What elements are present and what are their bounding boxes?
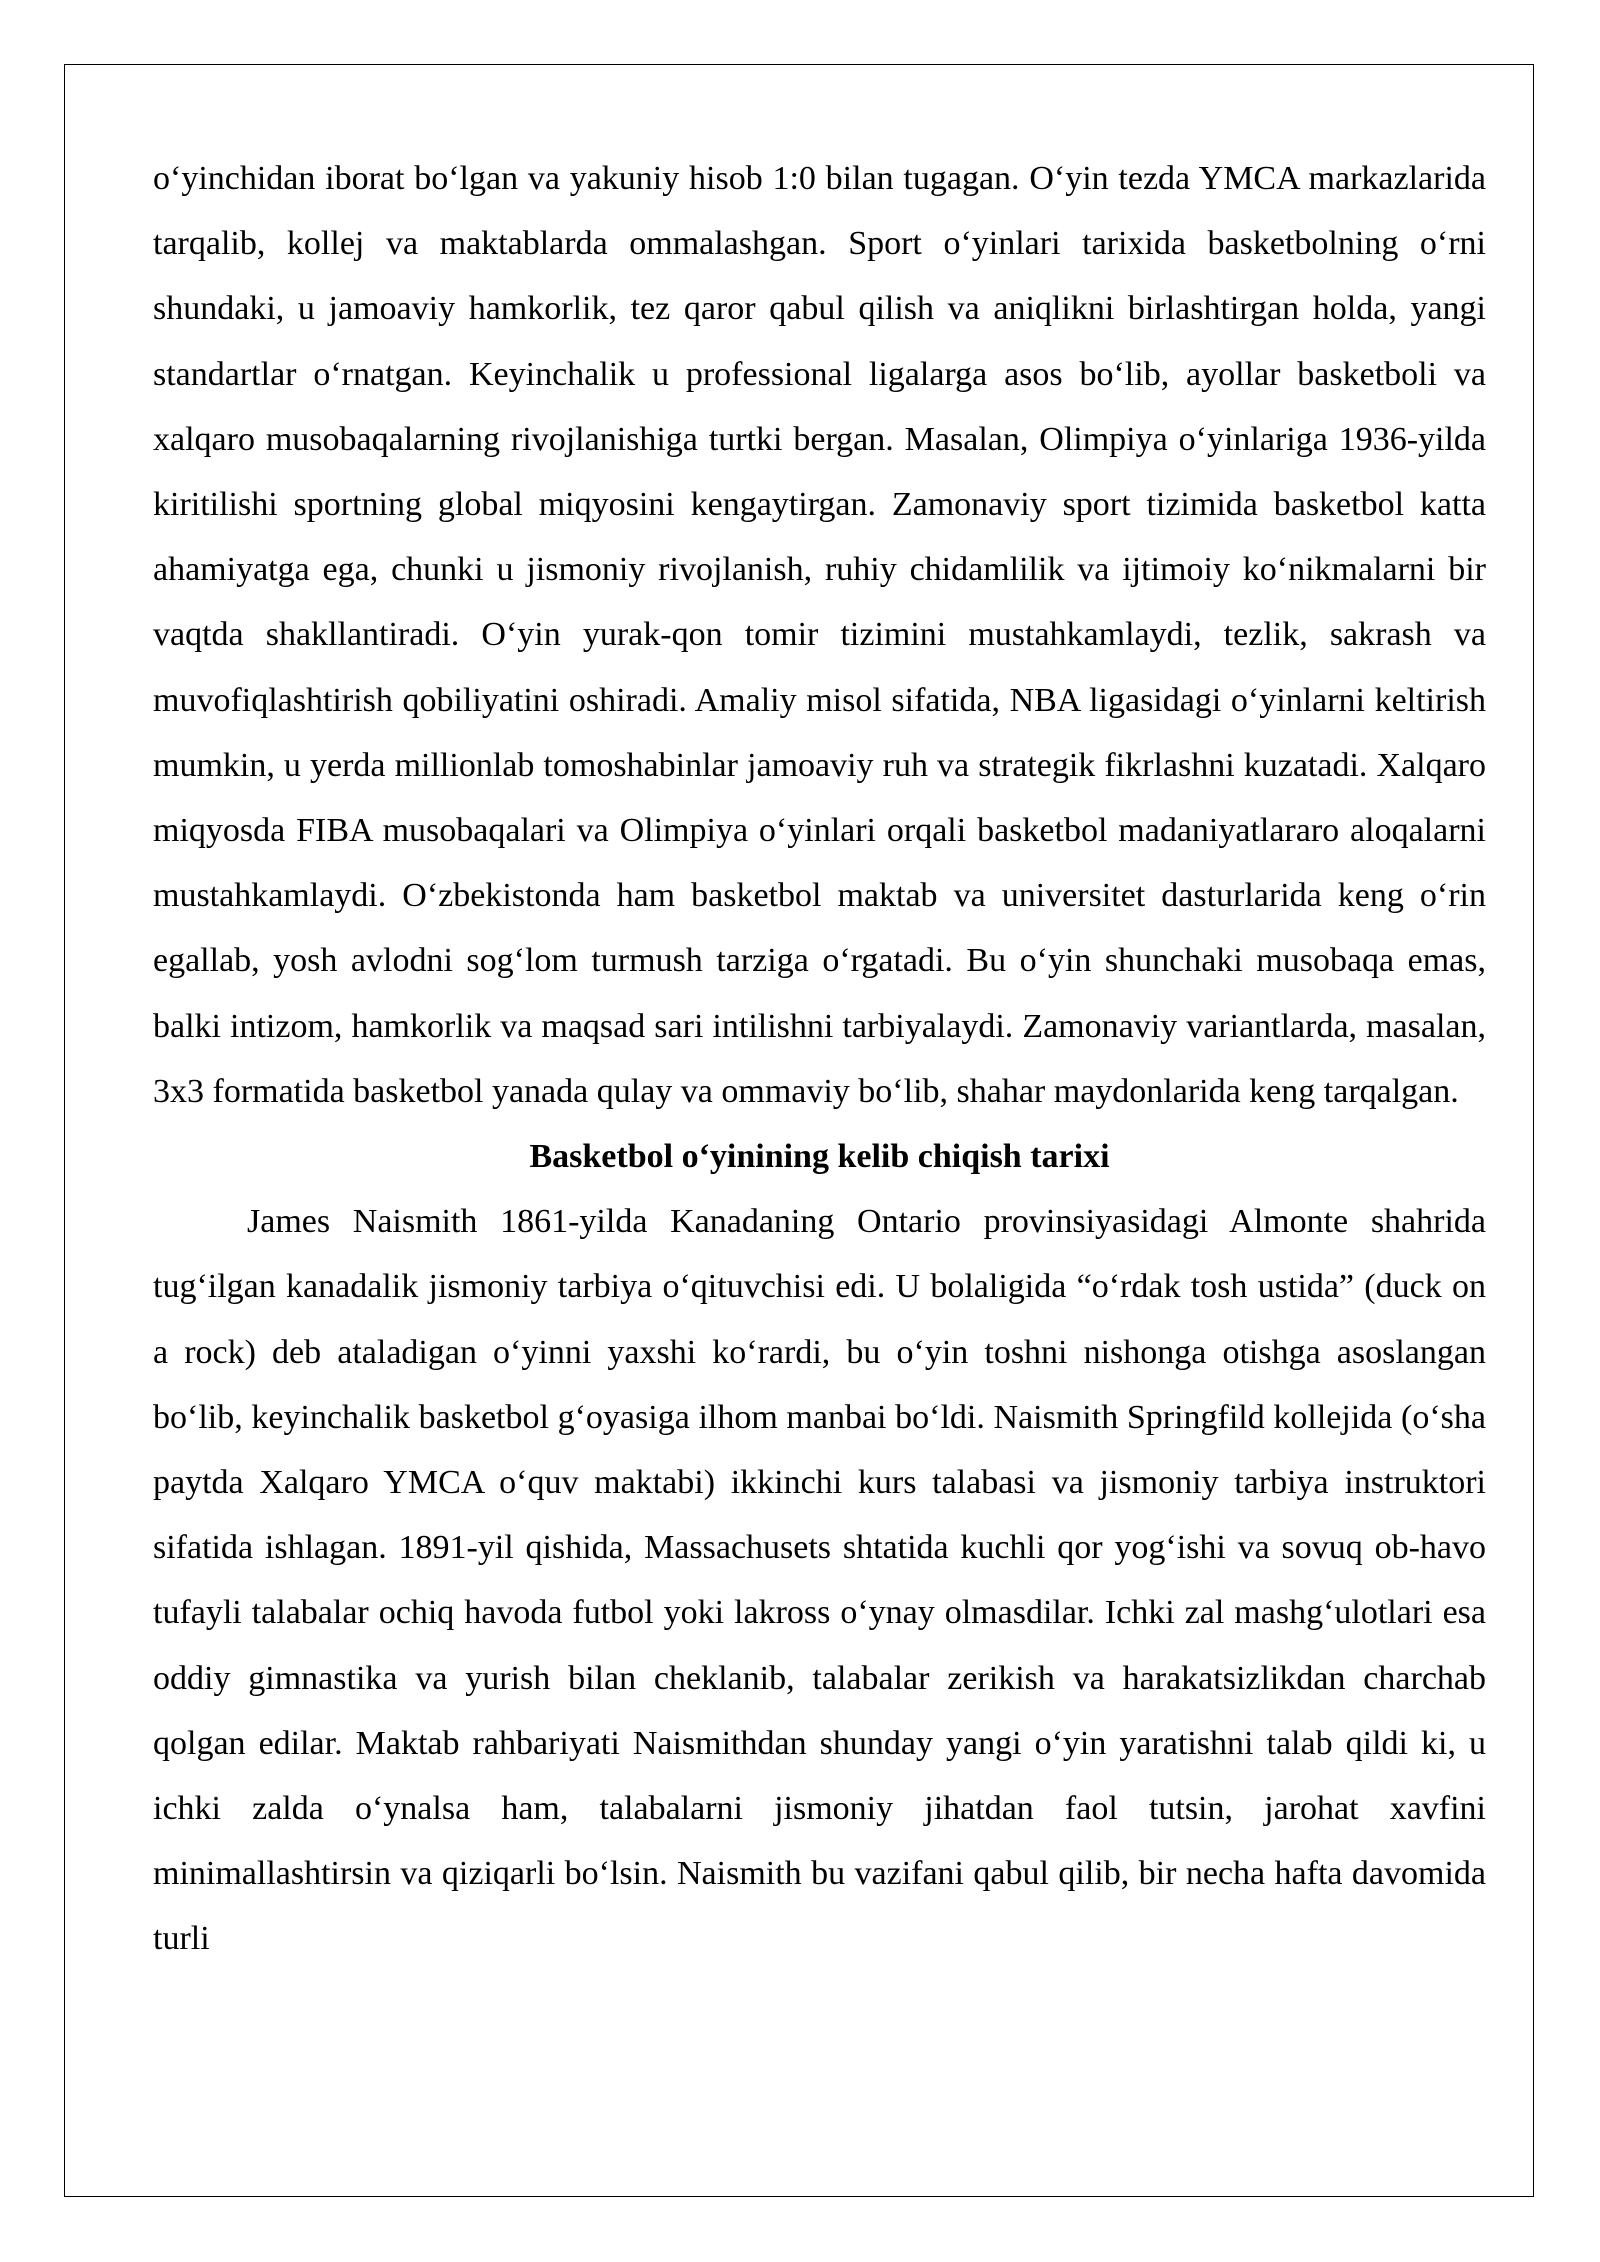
paragraph-continuation: o‘yinchidan iborat bo‘lgan va yakuniy hisob 1:0 bilan tugagan. O‘yin tezda YMCA markazlarida tarqalib, kollej va maktablarda ommalashgan. Sport o‘yinlari tarixida basketbolning o‘rni shundaki, u jamoaviy hamkorlik, tez qaror qabul qilish va aniqlikni birlashtirgan holda, yangi standartlar o‘rnatgan. Keyinchalik u professional ligalarga asos bo‘lib, ayollar basketboli va xalqaro musobaqalarning rivojlanishiga turtki bergan. Masalan, Olimpiya o‘yinlariga 1936-yilda kiritilishi sportning global miqyosini kengaytirgan. Zamonaviy sport tizimida basketbol katta ahamiyatga ega, chunki u jismoniy rivojlanish, ruhiy chidamlilik va ijtimoiy ko‘nikmalarni bir vaqtda shakllantiradi. O‘yin yurak-qon tomir tizimini mustahkamlaydi, tezlik, sakrash va muvofiqlashtirish qobiliyatini oshiradi. Amaliy misol sifatida, NBA ligasidagi o‘yinlarni keltirish mumkin, u yerda millionlab tomoshabinlar jamoaviy ruh va strategik fikrlashni kuzatadi. Xalqaro miqyosda FIBA musobaqalari va Olimpiya o‘yinlari orqali basketbol madaniyatlararo aloqalarni mustahkamlaydi. O‘zbekistonda ham basketbol maktab va universitet dasturlarida keng o‘rin egallab, yosh avlodni sog‘lom turmush tarziga o‘rgatadi. Bu o‘yin shunchaki musobaqa emas, balki intizom, hamkorlik va maqsad sari intilishni tarbiyalaydi. Zamonaviy variantlarda, masalan, 3x3 formatida basketbol yanada qulay va ommaviy bo‘lib, shahar maydonlarida keng tarqalgan.	[153, 160, 1486, 1110]
section-heading: Basketbol o‘yinining kelib chiqish tarixi	[529, 1138, 1110, 1176]
paragraph-history: James Naismith 1861-yilda Kanadaning Ontario provinsiyasidagi Almonte shahrida tug‘ilgan kanadalik jismoniy tarbiya o‘qituvchisi edi. U bolaligida “o‘rdak tosh ustida” (duck on a rock) deb ataladigan o‘yinni yaxshi ko‘rardi, bu o‘yin toshni nishonga otishga asoslangan bo‘lib, keyinchalik basketbol g‘oyasiga ilhom manbai bo‘ldi. Naismith Springfild kollejida (o‘sha paytda Xalqaro YMCA o‘quv maktabi) ikkinchi kurs talabasi va jismoniy tarbiya instruktori sifatida ishlagan. 1891-yil qishida, Massachusets shtatida kuchli qor yog‘ishi va sovuq ob-havo tufayli talabalar ochiq havoda futbol yoki lakross o‘ynay olmasdilar. Ichki zal mashg‘ulotlari esa oddiy gimnastika va yurish bilan cheklanib, talabalar zerikish va harakatsizlikdan charchab qolgan edilar. Maktab rahbariyati Naismithdan shunday yangi o‘yin yaratishni talab qildi ki, u ichki zalda o‘ynalsa ham, talabalarni jismoniy jihatdan faol tutsin, jarohat xavfini minimallashtirsin va qiziqarli bo‘lsin. Naismith bu vazifani qabul qilib, bir necha hafta davomida turli	[153, 1203, 1486, 1958]
document-body	[153, 146, 1486, 1972]
